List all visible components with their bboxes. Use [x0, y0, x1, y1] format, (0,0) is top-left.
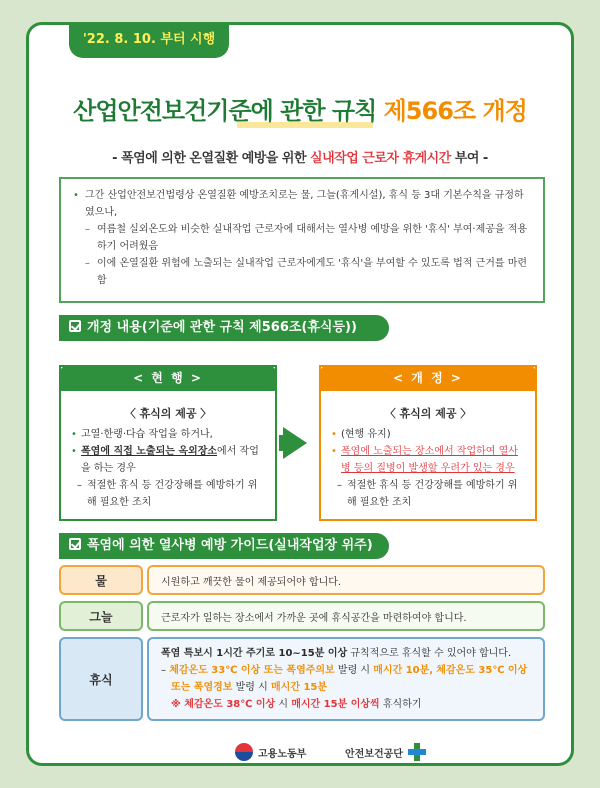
- moel-logo: 고용노동부: [235, 743, 306, 761]
- current-section-title: 〈 휴식의 제공 〉: [124, 407, 212, 420]
- main-title: [29, 91, 571, 126]
- guide-label-shade: 그늘: [59, 601, 143, 631]
- subtitle-highlight: 실내작업 근로자 휴게시간: [310, 151, 451, 166]
- intro-item: • 그간 산업안전보건법령상 온열질환 예방조치로는 물, 그늘(휴게시설), 휴식 등 3대 기본수칙을 규정하였으나,: [73, 190, 524, 218]
- main-title-highlight: 제566조 개정: [383, 97, 527, 125]
- guide-row-water: [59, 565, 545, 595]
- intro-box: [59, 177, 545, 303]
- section-header-revision: 개정 내용(기준에 관한 규칙 제566조(휴식등)): [59, 315, 389, 341]
- intro-item: – 여름철 실외온도와 비슷한 실내작업 근로자에 대해서는 열사병 예방을 위한 '휴식' 부여·제공을 적용하기 어려웠음: [85, 224, 528, 252]
- kosha-logo: 안전보건공단: [345, 743, 426, 761]
- kosha-cross-icon: [408, 743, 426, 761]
- current-rule-box: [59, 365, 277, 521]
- right-arrow-icon: [283, 427, 307, 459]
- moel-emblem-icon: [235, 743, 253, 761]
- current-rule-header: < 현 행 >: [59, 365, 277, 391]
- main-title-text: 산업안전보건기준에 관한 규칙: [73, 97, 377, 125]
- current-line: • 폭염에 직접 노출되는 옥외장소에서 작업을 하는 경우: [71, 446, 259, 474]
- rest-line: 폭염 특보시 1시간 주기로 10~15분 이상 규칙적으로 휴식할 수 있어야 합니다.: [161, 648, 512, 659]
- poster-card: [26, 22, 574, 766]
- subtitle-prefix: - 폭염에 의한 온열질환 예방을 위한: [112, 151, 307, 166]
- guide-label-water: 물: [59, 565, 143, 595]
- checkbox-icon: [69, 538, 81, 550]
- section-header-guide: 폭염에 의한 열사병 예방 가이드(실내작업장 위주): [59, 533, 389, 559]
- current-line: • 고열·한랭·다습 작업을 하거나,: [71, 429, 213, 440]
- rest-line: ※ 체감온도 38℃ 이상 시 매시간 15분 이상씩 휴식하기: [171, 699, 422, 710]
- subtitle: [29, 147, 571, 166]
- intro-item: – 이에 온열질환 위험에 노출되는 실내작업 근로자에게도 '휴식'을 부여할 수 있도록 법적 근거를 마련함: [85, 258, 528, 286]
- guide-text-water: 시원하고 깨끗한 물이 제공되어야 합니다.: [147, 565, 545, 595]
- guide-row-shade: [59, 601, 545, 631]
- effective-date-tag: '22. 8. 10. 부터 시행: [69, 22, 229, 58]
- revised-line: • (현행 유지): [331, 429, 391, 440]
- guide-text-rest: [147, 637, 545, 721]
- revised-section-title: 〈 휴식의 제공 〉: [384, 407, 472, 420]
- guide-label-rest: 휴식: [59, 637, 143, 721]
- revised-line: • 폭염에 노출되는 장소에서 작업하여 열사병 등의 질병이 발생할 우려가 있는 경우: [331, 446, 518, 474]
- subtitle-suffix: 부여 -: [454, 151, 488, 166]
- revised-rule-box: [319, 365, 537, 521]
- revised-rule-header: < 개 정 >: [319, 365, 537, 391]
- revised-line: – 적절한 휴식 등 건강장해를 예방하기 위해 필요한 조치: [337, 480, 518, 508]
- guide-row-rest: [59, 637, 545, 721]
- rest-line: 또는 폭염경보 발령 시 매시간 15분: [171, 682, 328, 693]
- checkbox-icon: [69, 320, 81, 332]
- rest-line: – 체감온도 33℃ 이상 또는 폭염주의보 발령 시 매시간 10분, 체감온도 35℃ 이상: [161, 665, 528, 676]
- guide-text-shade: 근로자가 일하는 장소에서 가까운 곳에 휴식공간을 마련하여야 합니다.: [147, 601, 545, 631]
- current-line: – 적절한 휴식 등 건강장해를 예방하기 위해 필요한 조치: [77, 480, 258, 508]
